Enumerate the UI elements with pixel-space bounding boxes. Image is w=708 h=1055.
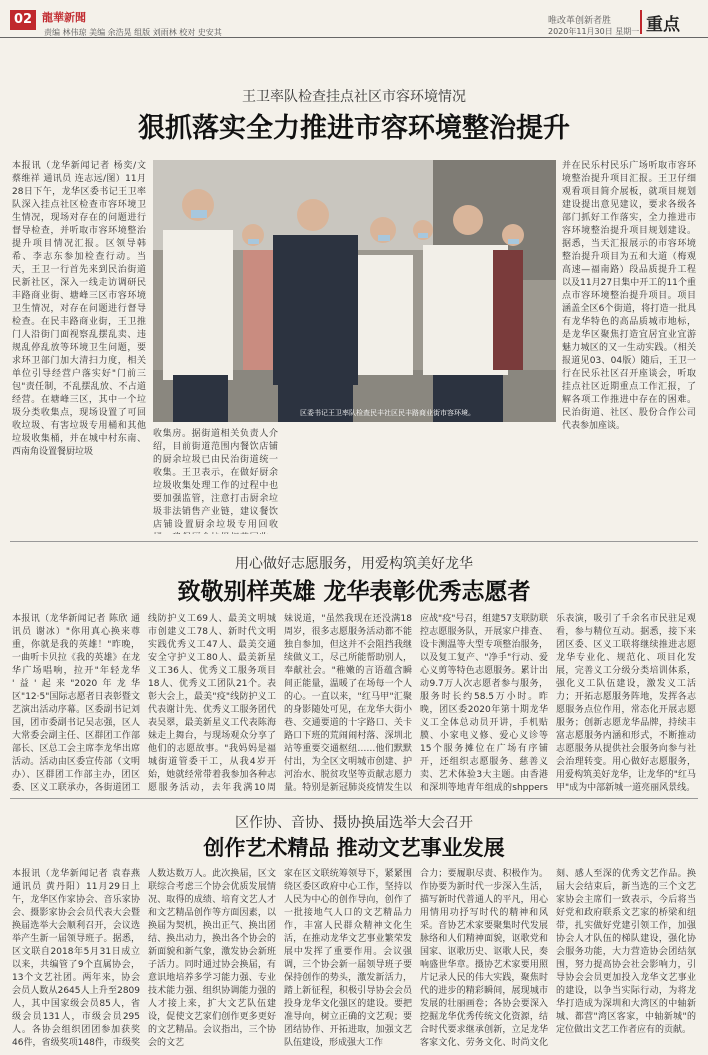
section-label: 重点 [646, 15, 680, 35]
article3-col3: 家在区文联统筹领导下，紧紧围绕区委区政府中心工作，坚持以人民为中心的创作导向，创作了一批接地气人口的文艺精品力作，丰富人民群众精神文化生活，在推动龙华文艺事业繁荣发展中发挥了重要作用。会议强调，三个协会新一届领导班子要保持创作的势头，激发新活力，踏上新征程，积极引导协会会员投身龙华文化强区的建设。要把准导向，树立正确的文艺观；要团结协作、开拓进取，加强文艺队伍建设，形成强大工作 [284, 869, 412, 1048]
article1-col1: 本报讯（龙华新闻记者 杨奕/文 蔡维祥 通讯员 连志远/图）11月28日下午，龙华区委书记王卫率队深入挂点社区检查市容环境卫生情况，现场对存在的问题进行督导检查，并听取市容环境整治提升项目情况汇报。区领导韩希、李志东参加检查行动。当天，王卫一行首先来到民治街道民新社区，深入一线走访调研民丰路商业街、塘峰三区市容环境卫生情况，对存在问题进行督导检查。在民丰路商业街，王卫推门人沿街门面视察乱摆乱卖、违规乱停乱放等环境卫生问题，要求环卫部门加大清扫力度，相关单位引导经营户落实好"门前三包"责任制，不乱摆乱放、不占道经营。在塘峰三区，其中一个垃圾分类收集点，现场设置了可回收垃圾、有害垃圾专用桶和其他垃圾收集桶，并在城中村东南、西南角设置餐厨垃圾 [12, 161, 146, 457]
article1-photo-caption: 区委书记王卫率队检查民丰社区民丰路商业街市容环境。 [300, 409, 475, 417]
paper-name: 龍華新聞 [42, 11, 86, 24]
article2-col2: 线防护义工69人、最美文明城市创建义工78人、新时代文明实践优秀义工47人、最美交通安全守护义工80人、最美新星义工36人、优秀义工服务项目18人、优秀义工团队21个。表彰大会上，最美"疫"线防护义工代表谢计先、优秀义工服务团代表吴翠，最美新星义工代表陈海妹走上舞台，与现场观众分享了他们的志愿故事。"我妈妈是福城街道管委干工，从我4岁开始，她就经常带着我参加各种志愿服务活动，去年我满10周 [148, 614, 276, 793]
page-header [0, 0, 708, 38]
article1-col5: 并在民乐村民乐广场听取市容环境整治提升项目汇报。王卫仔细观看项目简介展板，就项目规划建设提出意见建议，要求各级各部门抓好工作落实，全力推进市容环境整治提升项目规划建设。据悉，当天汇报展示的市容环境整治提升项目为五和大道（梅观高速—福南路）段品质提升工程以及11月27日集中开工的11个重点市容环境整治提升项目。项目涵盖全区6个街道，将打造一批具有龙华特色的高品质城市地标，是龙华区聚焦打造宜居宜业宜游魅力城区的又一生动实践。（相关报道见03、04版）随后，王卫一行在民乐社区召开座谈会，听取挂点社区近期重点工作汇报，了解各项工作推进中存在的困难。民治街道、社区、股份合作公司代表参加座谈。 [562, 161, 696, 431]
article2-kicker: 用心做好志愿服务，用爱构筑美好龙华 [235, 556, 473, 572]
article3-col4: 合力；要履职尽责、积极作为。作协要为新时代一步深入生活，描写新时代普通人的平凡，用心用情用功抒写时代的精神和风采。音协艺术家要聚集时代发展脉络和人们精神面貌，讴歌党和国家、讴歌历史、讴歌人民，奏响盛世华章。摄协艺术家要用照片记录人民的伟大实践，聚焦时代的进步的精彩瞬间，展现城市发展的壮丽画卷；各协会要深入挖掘龙华优秀传统文化资源，结合时代要求继承创新，立足龙华客家文化、劳务文化、时尚文化 [420, 869, 548, 1048]
article1-photo [153, 160, 556, 422]
article3-headline: 创作艺术精品 推动文艺事业发展 [203, 835, 505, 860]
article1-col2: 收集房。据街道相关负责人介绍，目前街道范围内餐饮店铺的厨余垃圾已由民治街道统一收集。王卫表示，在做好厨余垃圾收集处理工作的过程中也要加强监管，注意打击厨余垃圾非法销售产业链，建议餐饮店铺设置厨余垃圾专用回收 [153, 429, 278, 530]
article3-col1: 本报讯（龙华新闻记者 袁春燕 通讯员 黄丹阳）11月29日上午，龙华区作家协会、音乐家协会、摄影家协会会员代表大会暨换届选举大会顺利召开，会议选举产生新一届领导班子。据悉，区文联自2018年5月31日成立以来，共编管了9个直属协会，13个文艺社团。两年来，协会会员人数从2645人上升至2809人，其中国家级会员85人，省级会员131人，市级会员295人。各协会组织团团参加获奖46件，省级奖项148件，市级奖 [12, 869, 140, 1048]
staff-line: 责编 林伟琼 美编 余浩晃 组版 刘雨林 校对 史安其 [44, 28, 222, 37]
article3-col5: 刻、感人至深的优秀文艺作品。换届大会结束后，新当选的三个文艺家协会主席们一致表示，今后将当好党和政府联系文艺家的桥梁和纽带，扎实做好党建引领工作，加强协会人才队伍的梯队建设，强化协会服务功能，大力营造协会团结氛围，努力提高协会社会影响力，引导协会会员更加投入龙华文艺事业的建设，以争当实际行动，为将龙华打造成为深圳和大湾区的中轴新城、都营"湾区客家，中轴新城"的定位做出文艺工作者应有的贡献。 [556, 869, 696, 1035]
article2-headline: 致敬别样英雄 龙华表彰优秀志愿者 [177, 578, 531, 605]
article3-kicker: 区作协、音协、摄协换届选举大会召开 [235, 815, 473, 831]
article2-col4: 应战"疫"号召，组建57支联防联控志愿服务队，开展家户排查、设卡测温等大型专项整治服务，以及复工复产、"净手"行动、爱心义剪等特色志愿服务。累计出动9.7万人次志愿者参与服务，服务时长约58.5万小时。昨晚，团区委2020年第十期龙华义工全体总动员开讲，手机贴膜、小家电义修、爱心义诊等15个服务摊位在广场有序铺开，还组织志愿服务、慈善义卖、艺术体验3大主题。由香港和深圳等地青年组成的shppers [420, 614, 548, 793]
divider [10, 541, 698, 542]
issue-date: 2020年11月30日 星期一 [548, 27, 640, 36]
section-bar [640, 10, 642, 34]
page-number: 02 [10, 10, 36, 30]
article1-kicker: 王卫率队检查挂点社区市容环境情况 [242, 89, 466, 105]
article2-col3: 妹说道，"虽然我现在还没满18周岁，很多志愿服务活动都不能独自参加，但这并不会阻挡我继续做义工，尽己所能帮助别人，奉献社会。"稚嫩的言语蕴含瞬间正能量，温暖了在场每一个人的心。一直以来，"红马甲"汇聚的身影随处可见，在龙华大街小巷、交通要道的十字路口、关卡路口下班的荒闹闹村落、深圳北站等重要交通枢纽……他们默默付出，为全区文明城市创建、护河治水、脱贫攻坚等贡献志愿力量。特别是新冠肺炎疫情发生以 [284, 614, 412, 793]
article3-col2: 人数达数万人。此次换届，区文联综合考虑三个协会优质发展情况、取得的成绩、培育文艺人才和文艺精品创作等方面因素，以换届为契机，换出正气、换出团结、换出动力，换出各个协会的新面貌和新气象，激发协会新班子活力。同时通过协会换届，有意识地培养多学习能力强、专业技术能力强、组织协调能力强的人才接上来，扩大文艺队伍建设，促使文艺家们创作更多更好的文艺精品。会议指出，三个协会的文艺 [148, 869, 276, 1048]
article1-headline: 狠抓落实全力推进市容环境整治提升 [138, 113, 570, 144]
slogan: 唯改革创新者胜 [548, 16, 612, 26]
divider [10, 798, 698, 799]
group-photo-illustration [153, 160, 556, 422]
article2-col1: 本报讯（龙华新闻记者 陈欣 通讯员 谢冰）"你用真心换来尊重，你就是我的英雄！"昨晚，一曲听卡贝拉《我的英雄》在龙华广场唱响，拉开"年轻龙华 '益'起来"2020年龙华区"12·5"国际志愿者日表彰暨文艺演出活动序幕。区委副书记刘国，团市委副书记吴志强，区人大常委会副主任、区群团工作部部长、区总工会主席李龙华出席活动。活动由区委宣传部（文明办）、区群团工作部主办，团区委、区义工联承办，各街道团工 [12, 614, 140, 793]
article2-col5: 乐表演，吸引了千余名市民驻足观看，参与精位互动。据悉，接下来团区委、区义工联将继续推进志愿龙华专业化、规范化、项目化发展，完善义工分级分类培训体系，强化义工队伍建设，激发义工活力；开拓志愿服务阵地，发挥各志愿服务点位作用，常态化开展志愿服务；创新志愿龙华品牌，持续丰富志愿服务内涵和形式，不断推动志愿服务从提供社会服务向参与社会治理转变。用心做好志愿服务，用爱构筑美好龙华，让龙华的"红马甲"成为中部新城一道亮丽风景线。 [556, 614, 696, 793]
